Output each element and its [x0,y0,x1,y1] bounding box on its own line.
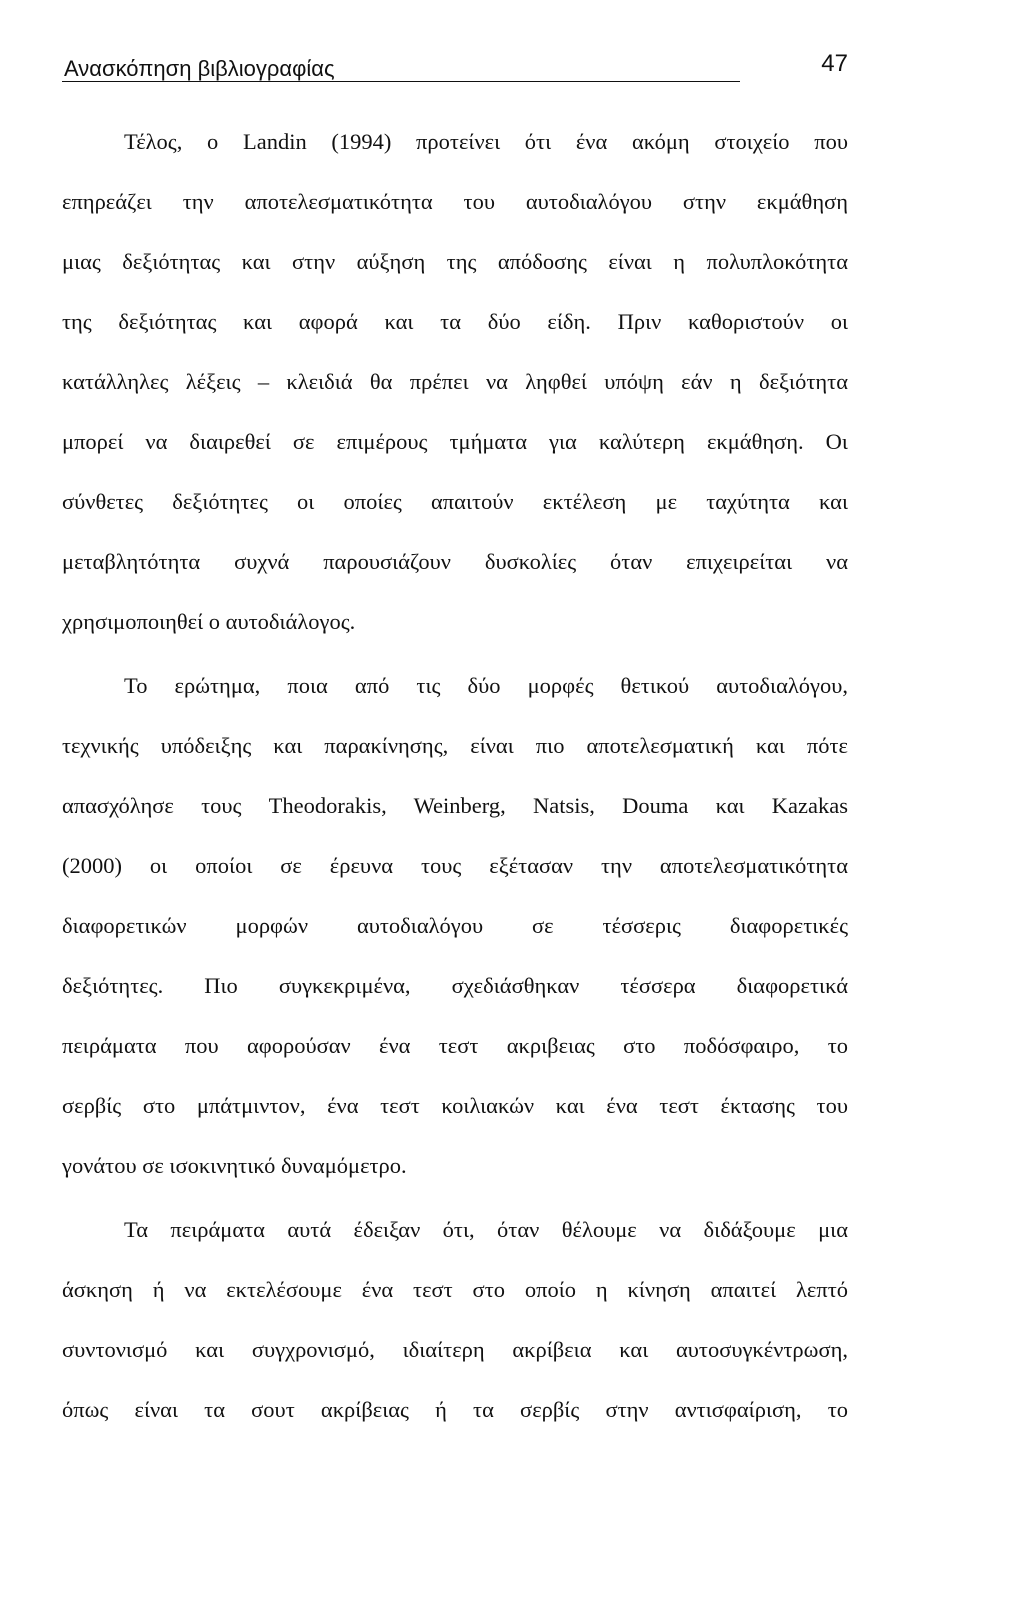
text-line: πειράματα που αφορούσαν ένα τεστ ακριβειας στο ποδόσφαιρο, το [62,1033,848,1058]
text-line: της δεξιότητας και αφορά και τα δύο είδη. Πριν καθοριστούν οι [62,309,848,334]
document-page [62,0,848,1602]
text-line: άσκηση ή να εκτελέσουμε ένα τεστ στο οποίο η κίνηση απαιτεί λεπτό [62,1277,848,1302]
text-line: απασχόλησε τους Theodorakis, Weinberg, Natsis, Douma και Kazakas [62,793,848,818]
text-line: συντονισμό και συγχρονισμό, ιδιαίτερη ακρίβεια και αυτοσυγκέντρωση, [62,1337,848,1362]
running-header-title: Ανασκόπηση βιβλιογραφίας [64,56,335,81]
text-line: σερβίς στο μπάτμιντον, ένα τεστ κοιλιακών και ένα τεστ έκτασης του [62,1093,848,1118]
text-line: Τα πειράματα αυτά έδειξαν ότι, όταν θέλουμε να διδάξουμε μια [124,1217,848,1242]
text-line: σύνθετες δεξιότητες οι οποίες απαιτούν εκτέλεση με ταχύτητα και [62,489,848,514]
body-text [62,112,848,1440]
page-number: 47 [821,50,848,77]
text-line: μπορεί να διαιρεθεί σε επιμέρους τμήματα για καλύτερη εκμάθηση. Οι [62,429,848,454]
text-line: διαφορετικών μορφών αυτοδιαλόγου σε τέσσερις διαφορετικές [62,913,848,938]
paragraph-1 [62,112,848,652]
text-line: κατάλληλες λέξεις – κλειδιά θα πρέπει να ληφθεί υπόψη εάν η δεξιότητα [62,369,848,394]
text-line: όπως είναι τα σουτ ακρίβειας ή τα σερβίς στην αντισφαίριση, το [62,1397,848,1422]
header-rule [62,81,740,82]
text-line: δεξιότητες. Πιο συγκεκριμένα, σχεδιάσθηκαν τέσσερα διαφορετικά [62,973,848,998]
text-line: μεταβλητότητα συχνά παρουσιάζουν δυσκολίες όταν επιχειρείται να [62,549,848,574]
paragraph-2 [62,656,848,1196]
running-header [62,46,848,86]
text-line: επηρεάζει την αποτελεσματικότητα του αυτοδιαλόγου στην εκμάθηση [62,189,848,214]
text-line: γονάτου σε ισοκινητικό δυναμόμετρο. [62,1153,407,1178]
text-line: μιας δεξιότητας και στην αύξηση της απόδοσης είναι η πολυπλοκότητα [62,249,848,274]
text-line: Τέλος, ο Landin (1994) προτείνει ότι ένα ακόμη στοιχείο που [124,129,848,154]
paragraph-3 [62,1200,848,1440]
text-line: χρησιμοποιηθεί ο αυτοδιάλογος. [62,609,356,634]
text-line: (2000) οι οποίοι σε έρευνα τους εξέτασαν την αποτελεσματικότητα [62,853,848,878]
text-line: Το ερώτημα, ποια από τις δύο μορφές θετικού αυτοδιαλόγου, [124,673,848,698]
text-line: τεχνικής υπόδειξης και παρακίνησης, είναι πιο αποτελεσματική και πότε [62,733,848,758]
